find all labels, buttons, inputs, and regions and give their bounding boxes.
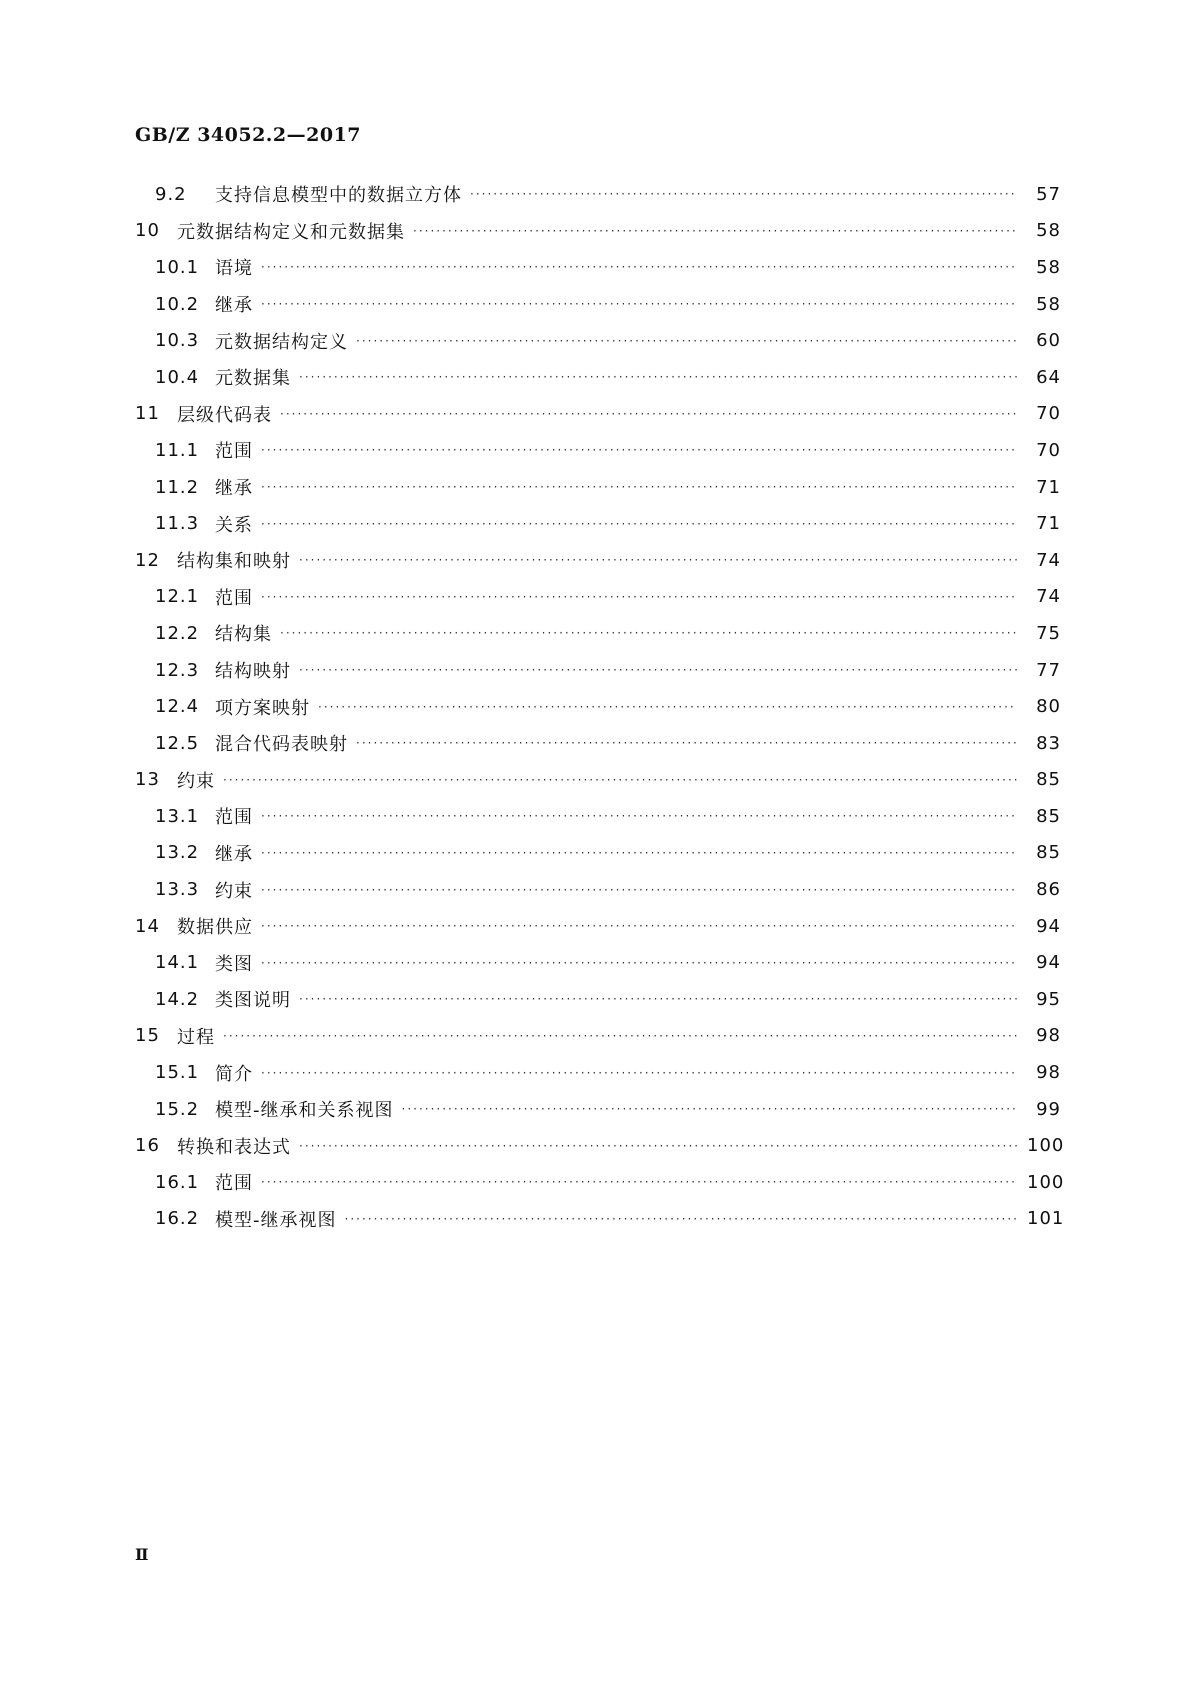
toc-entry-page: 74 <box>1036 586 1061 608</box>
toc-entry-title: 转换和表达式 <box>177 1136 291 1158</box>
toc-entry-title: 关系 <box>215 514 253 536</box>
toc-entry-page: 83 <box>1036 732 1061 754</box>
toc-entry[interactable] <box>135 652 1061 689</box>
toc-entry-title: 模型-继承和关系视图 <box>215 1100 394 1122</box>
toc-entry-number: 12.2 <box>155 622 200 644</box>
toc-entry-title: 结构集和映射 <box>177 551 291 573</box>
toc-entry-page: 85 <box>1036 805 1061 827</box>
toc-entry-page: 57 <box>1036 183 1061 205</box>
toc-entry-title: 简介 <box>215 1063 253 1085</box>
toc-entry-number: 13.1 <box>155 805 200 827</box>
toc-entry-number: 12.1 <box>155 586 200 608</box>
toc-entry[interactable] <box>135 1054 1061 1091</box>
toc-entry-title: 支持信息模型中的数据立方体 <box>215 185 462 207</box>
toc-dot-leader <box>299 554 1017 566</box>
toc-entry-title: 模型-继承视图 <box>215 1209 337 1231</box>
toc-entry-title: 范围 <box>215 1173 253 1195</box>
toc-entry-title: 过程 <box>177 1026 215 1048</box>
toc-entry-title: 类图 <box>215 953 253 975</box>
toc-entry[interactable] <box>135 176 1061 213</box>
toc-dot-leader <box>261 810 1017 822</box>
toc-dot-leader <box>299 1140 1017 1152</box>
toc-entry[interactable] <box>135 359 1061 396</box>
toc-entry-page: 100 <box>1027 1171 1065 1193</box>
toc-entry-page: 85 <box>1036 769 1061 791</box>
toc-entry-page: 74 <box>1036 549 1061 571</box>
toc-entry[interactable] <box>135 762 1061 799</box>
toc-entry-page: 99 <box>1036 1098 1061 1120</box>
toc-entry-number: 10.3 <box>155 330 200 352</box>
toc-dot-leader <box>261 1176 1017 1188</box>
toc-entry-title: 结构映射 <box>215 661 291 683</box>
toc-entry[interactable] <box>135 469 1061 506</box>
toc-entry-number: 15.2 <box>155 1098 200 1120</box>
toc-entry-page: 86 <box>1036 879 1061 901</box>
toc-entry-page: 100 <box>1027 1135 1065 1157</box>
toc-entry-page: 58 <box>1036 220 1061 242</box>
toc-entry[interactable] <box>135 542 1061 579</box>
toc-entry-title: 类图说明 <box>215 990 291 1012</box>
toc-entry-number: 10 <box>135 220 160 242</box>
toc-entry-number: 16 <box>135 1135 160 1157</box>
toc-entry[interactable] <box>135 1091 1061 1128</box>
toc-entry-page: 70 <box>1036 403 1061 425</box>
toc-entry-number: 11.1 <box>155 439 200 461</box>
toc-entry-title: 元数据结构定义和元数据集 <box>177 221 405 243</box>
toc-entry-title: 元数据集 <box>215 368 291 390</box>
toc-entry[interactable] <box>135 1201 1065 1238</box>
toc-entry-number: 16.2 <box>155 1208 200 1230</box>
toc-entry-page: 80 <box>1036 696 1061 718</box>
toc-dot-leader <box>261 591 1017 603</box>
toc-entry-number: 15.1 <box>155 1062 200 1084</box>
toc-entry[interactable] <box>135 1127 1065 1164</box>
toc-entry-page: 77 <box>1036 659 1061 681</box>
toc-entry-title: 语境 <box>215 258 253 280</box>
toc-entry-title: 继承 <box>215 843 253 865</box>
toc-entry-number: 13.2 <box>155 842 200 864</box>
toc-entry-number: 14.1 <box>155 952 200 974</box>
toc-dot-leader <box>299 371 1017 383</box>
toc-entry[interactable] <box>135 579 1061 616</box>
table-of-contents <box>135 176 1065 1237</box>
toc-entry-number: 11 <box>135 403 160 425</box>
toc-entry-page: 94 <box>1036 952 1061 974</box>
toc-entry[interactable] <box>135 1018 1061 1055</box>
toc-entry-number: 14.2 <box>155 988 200 1010</box>
toc-dot-leader <box>261 1067 1017 1079</box>
toc-entry[interactable] <box>135 505 1061 542</box>
toc-entry[interactable] <box>135 286 1061 323</box>
toc-entry[interactable] <box>135 1164 1065 1201</box>
toc-entry[interactable] <box>135 615 1061 652</box>
toc-entry-page: 70 <box>1036 439 1061 461</box>
toc-entry-title: 约束 <box>177 770 215 792</box>
toc-entry-page: 64 <box>1036 366 1061 388</box>
toc-entry[interactable] <box>135 249 1061 286</box>
toc-dot-leader <box>261 298 1017 310</box>
toc-entry-number: 13.3 <box>155 879 200 901</box>
toc-entry-number: 11.2 <box>155 476 200 498</box>
toc-dot-leader <box>261 847 1017 859</box>
toc-entry[interactable] <box>135 944 1061 981</box>
toc-entry-title: 层级代码表 <box>177 404 272 426</box>
toc-dot-leader <box>261 481 1017 493</box>
toc-entry-page: 101 <box>1027 1208 1065 1230</box>
toc-entry-number: 10.2 <box>155 293 200 315</box>
toc-entry-number: 12.5 <box>155 732 200 754</box>
toc-entry[interactable] <box>135 322 1061 359</box>
toc-dot-leader <box>261 957 1017 969</box>
toc-entry-number: 16.1 <box>155 1171 200 1193</box>
toc-dot-leader <box>402 1103 1018 1115</box>
toc-entry-title: 范围 <box>215 807 253 829</box>
toc-dot-leader <box>280 408 1017 420</box>
toc-entry-page: 95 <box>1036 988 1061 1010</box>
toc-entry-title: 混合代码表映射 <box>215 734 348 756</box>
toc-dot-leader <box>356 737 1017 749</box>
toc-entry[interactable] <box>135 396 1061 433</box>
toc-entry[interactable] <box>135 871 1061 908</box>
toc-entry-title: 约束 <box>215 880 253 902</box>
toc-entry-number: 12.3 <box>155 659 200 681</box>
toc-dot-leader <box>261 884 1017 896</box>
toc-entry[interactable] <box>135 688 1061 725</box>
toc-entry-number: 12.4 <box>155 696 200 718</box>
toc-entry-title: 继承 <box>215 478 253 500</box>
toc-entry-number: 10.4 <box>155 366 200 388</box>
toc-entry-page: 71 <box>1036 513 1061 535</box>
toc-entry-number: 11.3 <box>155 513 200 535</box>
toc-entry[interactable] <box>135 213 1061 250</box>
toc-dot-leader <box>356 335 1017 347</box>
toc-entry-page: 71 <box>1036 476 1061 498</box>
toc-entry-number: 9.2 <box>155 183 187 205</box>
toc-dot-leader <box>223 1030 1017 1042</box>
toc-entry-number: 13 <box>135 769 160 791</box>
toc-dot-leader <box>261 444 1017 456</box>
toc-entry-page: 60 <box>1036 330 1061 352</box>
toc-dot-leader <box>413 225 1017 237</box>
toc-entry-page: 58 <box>1036 256 1061 278</box>
toc-entry[interactable] <box>135 981 1061 1018</box>
toc-dot-leader <box>261 518 1017 530</box>
toc-entry-page: 98 <box>1036 1025 1061 1047</box>
toc-entry-title: 继承 <box>215 295 253 317</box>
toc-entry-title: 元数据结构定义 <box>215 331 348 353</box>
toc-entry-title: 数据供应 <box>177 917 253 939</box>
toc-dot-leader <box>318 701 1017 713</box>
toc-dot-leader <box>345 1213 1018 1225</box>
toc-entry-number: 15 <box>135 1025 160 1047</box>
toc-entry[interactable] <box>135 908 1061 945</box>
toc-entry-number: 14 <box>135 915 160 937</box>
toc-entry[interactable] <box>135 432 1061 469</box>
toc-entry-number: 10.1 <box>155 256 200 278</box>
toc-entry-title: 项方案映射 <box>215 697 310 719</box>
toc-entry-page: 94 <box>1036 915 1061 937</box>
toc-entry[interactable] <box>135 798 1061 835</box>
toc-entry[interactable] <box>135 725 1061 762</box>
toc-entry[interactable] <box>135 835 1061 872</box>
toc-entry-page: 75 <box>1036 622 1061 644</box>
toc-entry-page: 58 <box>1036 293 1061 315</box>
toc-dot-leader <box>261 261 1017 273</box>
toc-dot-leader <box>223 774 1017 786</box>
toc-dot-leader <box>261 920 1017 932</box>
toc-entry-page: 85 <box>1036 842 1061 864</box>
toc-dot-leader <box>280 627 1017 639</box>
toc-dot-leader <box>299 993 1017 1005</box>
page-number: Ⅱ <box>135 1545 149 1564</box>
toc-entry-number: 12 <box>135 549 160 571</box>
toc-entry-title: 范围 <box>215 441 253 463</box>
toc-entry-title: 结构集 <box>215 624 272 646</box>
toc-entry-page: 98 <box>1036 1062 1061 1084</box>
toc-dot-leader <box>299 664 1017 676</box>
toc-entry-title: 范围 <box>215 587 253 609</box>
toc-dot-leader <box>470 188 1017 200</box>
document-code: GB/Z 34052.2—2017 <box>135 124 362 146</box>
